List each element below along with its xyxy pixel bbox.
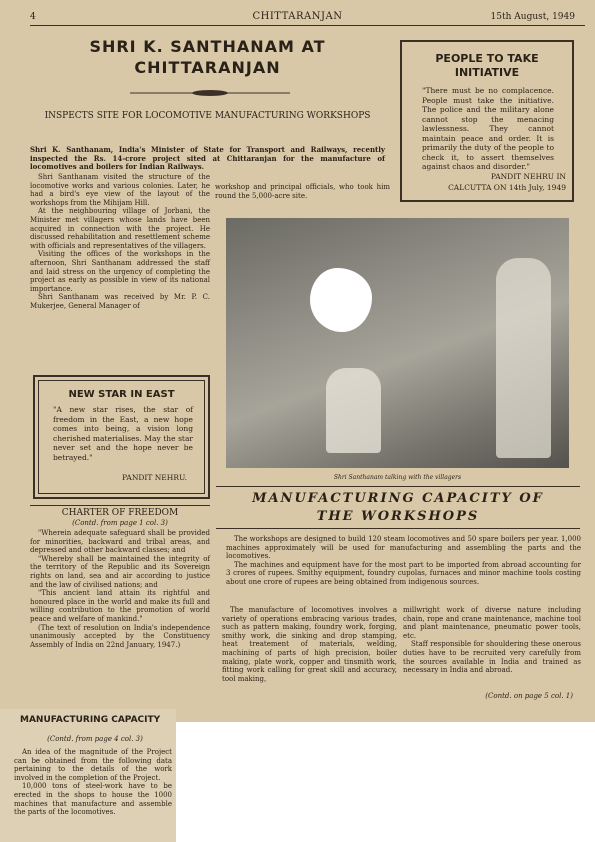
lead-paragraph: Shri Santhanam visited the structure of the locomotive works and various colonies. Later, he had a bird's eye view of the layout of the workshops from the Mihijam Hill.: [30, 173, 210, 207]
section-rule: [216, 486, 580, 487]
lead-paragraph: Visiting the offices of the workshops in the afternoon, Shri Santhanam addressed the staff and laid stress on the urgency of completing the project as early as possible in view of its national importance.: [30, 250, 210, 293]
photo-figure: [326, 368, 381, 453]
charter-paragraph: "Wherein adequate safeguard shall be provided for minorities, backward and tribal areas, and depressed and other backward classes; and: [30, 529, 210, 555]
capacity-paragraph: The machines and equipment have for the most part to be imported from abroad accounting for 3 crores of rupees. Smithy equipment, foundry cupolas, furnaces and minor machine tools costing about one crore of rupees are being obtained from indigenous sources.: [226, 560, 581, 586]
quote-title-line1: PEOPLE TO TAKE: [435, 52, 539, 65]
quote-attribution-line2: CALCUTTA ON 14th July, 1949: [448, 183, 566, 192]
quote-box-new-star: [33, 375, 210, 499]
issue-date: 15th August, 1949: [490, 12, 575, 22]
lead-headline-line2: CHITTARANJAN: [134, 58, 281, 77]
capacity-cont: (Contd. on page 5 col. 1): [485, 692, 573, 700]
paper-hole: [310, 268, 372, 332]
quote-box-people: [400, 40, 574, 202]
capacity-paragraph: The workshops are designed to build 120 steam locomotives and 50 spare boilers per year. 1,000 machines approximately will be used for manufacturing and assembling the parts and the locomotives.: [226, 535, 581, 561]
charter-paragraph: (The text of resolution on India's independence unanimously accepted by the Constituency Assembly of India on 22nd January, 1947.): [30, 623, 210, 649]
lead-paragraph: At the neighbouring village of Jorbani, the Minister met villagers whose lands have been acquired in connection with the project. He discussed rehabilitation and resettlement scheme with officials and representatives of the villagers.: [30, 207, 210, 250]
quote-title-line2: INITIATIVE: [454, 66, 520, 79]
quote-text: "There must be no complacence. People must take the initiative. The police and the military alone cannot stop the menacing lawlessness. They cannot maintain peace and order. It is primarily the duty of the people to check it, to assert themselves against chaos and disorder.": [422, 86, 554, 171]
charter-body: [30, 529, 210, 649]
continued-title: MANUFACTURING CAPACITY: [20, 715, 161, 725]
capacity-column-left: [222, 606, 397, 683]
lead-paragraph: Shri Santhanam was received by Mr. P. C. Mukerjee, General Manager of: [30, 293, 210, 310]
charter-paragraph: "Whereby shall be maintained the integrity of the territory of the Republic and its Sovereign rights on land, sea and air according to justice and the law of civilised nations; and: [30, 554, 210, 589]
continued-paragraph: An idea of the magnitude of the Project can be obtained from the following data pertaining to the details of the work involved in the completion of the Project.: [14, 748, 172, 782]
continued-body: [14, 748, 172, 817]
capacity-lead: [226, 535, 581, 587]
news-photo: [226, 218, 569, 468]
new-star-attribution: PANDIT NEHRU.: [122, 473, 187, 482]
new-star-title: NEW STAR IN EAST: [68, 389, 175, 400]
ornament-divider: [130, 87, 290, 99]
section-rule: [216, 528, 580, 529]
photo-caption: Shri Santhanam talking with the villagers: [333, 474, 462, 481]
lead-headline-line1: SHRI K. SANTHANAM AT: [89, 37, 326, 56]
capacity-title-line1: MANUFACTURING CAPACITY OF: [252, 491, 544, 506]
continued-paragraph: 10,000 tons of steel-work have to be erected in the shops to house the 1000 machines that manufacture and assemble the parts of the locomotives.: [14, 782, 172, 817]
lead-intro: Shri K. Santhanam, India's Minister of State for Transport and Railways, recently inspected the Rs. 14-crore project sited at Chittaranjan for the manufacture of locomotives and boilers for Indian Railways.: [30, 145, 385, 172]
charter-title: CHARTER OF FREEDOM: [61, 508, 179, 518]
lead-column-1: [30, 173, 210, 311]
quote-attribution-line1: PANDIT NEHRU IN: [490, 172, 566, 181]
capacity-title-line2: THE WORKSHOPS: [316, 509, 480, 524]
photo-figure: [496, 258, 551, 458]
header-rule: [30, 25, 585, 26]
new-star-text: "A new star rises, the star of freedom in the East, a new hope comes into being, a vision long cherished materialises. May the star never set and the hope never be betrayed.": [53, 405, 193, 462]
charter-paragraph: "This ancient land attain its rightful and honoured place in the world and make its full and willing contribution to the promotion of world peace and welfare of mankind.": [30, 589, 210, 623]
paper-name: CHITTARANJAN: [252, 11, 343, 22]
capacity-paragraph: Staff responsible for shouldering these onerous duties have to be recruited very carefully from the sources available in India and trained as necessary in India and abroad.: [403, 640, 581, 675]
capacity-paragraph: The manufacture of locomotives involves a variety of operations embracing various trades, such as pattern making, foundry work, forging, smithy work, die sinking and drop stamping, heat treatement of materials, welding, machining of parts of high precision, boiler making, plate work, copper and tinsmith work, fitting work calling for great skill and accuracy, tool making,: [222, 606, 397, 683]
continued-cont: (Contd. from page 4 col. 3): [47, 735, 143, 743]
capacity-paragraph: millwright work of diverse nature including chain, rope and crane maintenance, machine tool and plant maintenance, pneumatic power tools, etc.: [403, 606, 581, 640]
lead-column-2: workshop and principal officials, who took him round the 5,000-acre site.: [215, 183, 390, 200]
capacity-column-right: [403, 606, 581, 675]
page-number: 4: [30, 12, 36, 22]
lead-subhead: INSPECTS SITE FOR LOCOMOTIVE MANUFACTURING WORKSHOPS: [44, 111, 371, 121]
charter-cont: (Contd. from page 1 col. 3): [72, 519, 168, 527]
section-rule: [30, 505, 210, 506]
